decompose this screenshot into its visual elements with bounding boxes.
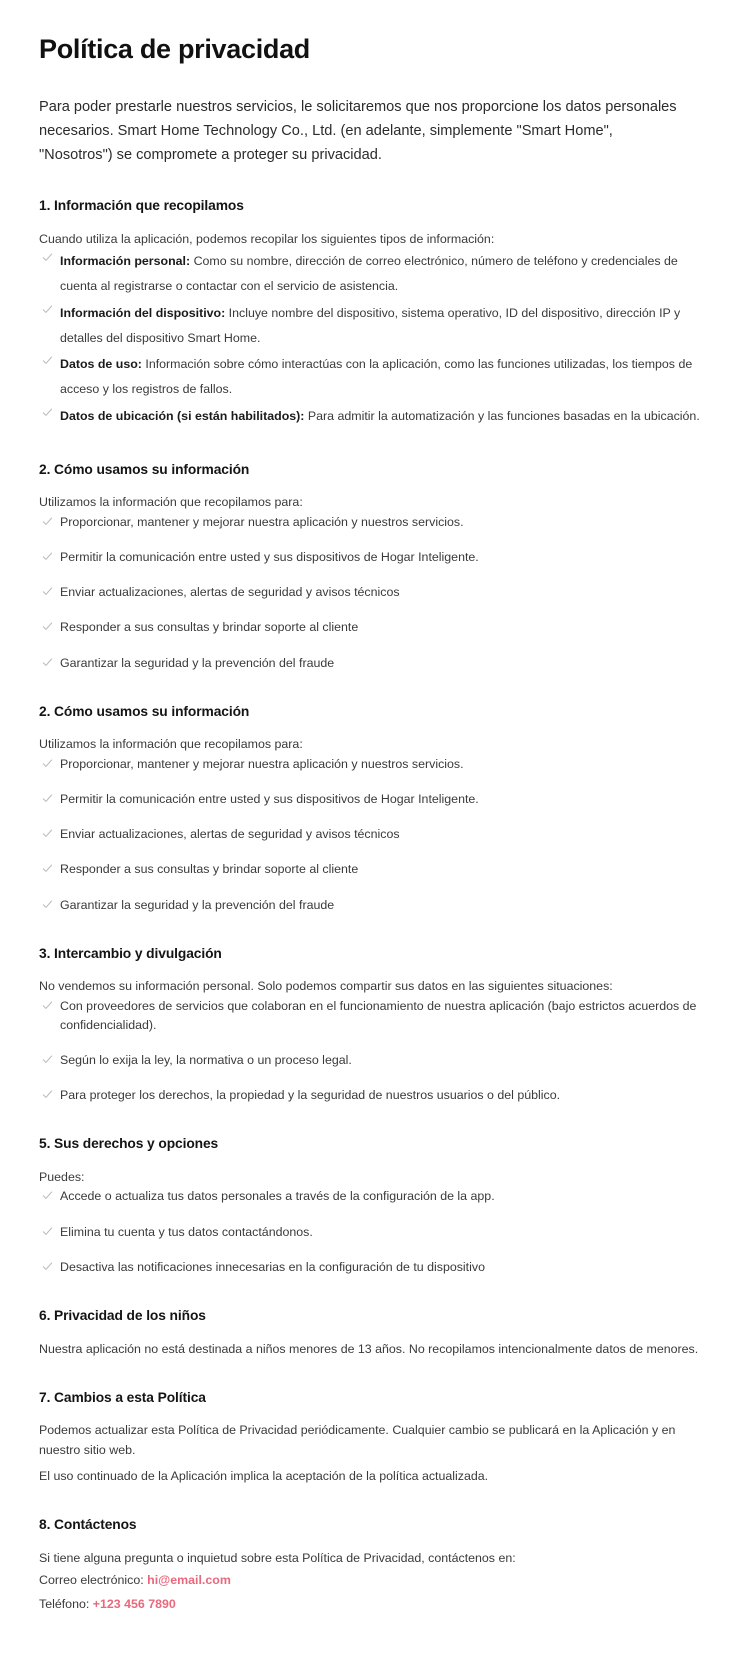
- section-heading: 3. Intercambio y divulgación: [39, 945, 222, 961]
- check-icon: [42, 657, 53, 668]
- contact-body: Si tiene alguna pregunta o inquietud sobre esta Política de Privacidad, contáctenos en:: [39, 1550, 516, 1565]
- contact-email-label: Correo electrónico:: [39, 1572, 144, 1587]
- check-icon: [42, 758, 53, 769]
- section-body: Utilizamos la información que recopilamos para:: [39, 495, 303, 510]
- list-item: [39, 654, 711, 673]
- list-item: [39, 755, 711, 774]
- check-list: [39, 755, 711, 915]
- list-item-text: Permitir la comunicación entre usted y sus dispositivos de Hogar Inteligente.: [60, 791, 479, 806]
- list-item-text: Como su nombre, dirección de correo electrónico, número de teléfono y credenciales de cuenta al registrarse o contactar con el servicio de asistencia.: [60, 254, 678, 293]
- section-body: Puedes:: [39, 1170, 85, 1185]
- check-icon: [42, 252, 53, 263]
- list-item-label: Datos de uso:: [60, 357, 142, 372]
- check-list: [39, 997, 711, 1106]
- section-heading: 7. Cambios a esta Política: [39, 1389, 206, 1405]
- check-icon: [42, 551, 53, 562]
- list-item: [39, 301, 711, 351]
- check-icon: [42, 828, 53, 839]
- policy-section: [39, 431, 711, 673]
- contact-email-link[interactable]: hi@email.com: [147, 1572, 231, 1587]
- check-icon: [42, 1054, 53, 1065]
- list-item: [39, 825, 711, 844]
- check-icon: [42, 793, 53, 804]
- list-item: [39, 618, 711, 637]
- list-item-text: Responder a sus consultas y brindar soporte al cliente: [60, 620, 359, 635]
- list-item: [39, 896, 711, 915]
- check-icon: [42, 407, 53, 418]
- list-item-text: Garantizar la seguridad y la prevención del fraude: [60, 655, 335, 670]
- list-item: [39, 860, 711, 879]
- section-body-continued: El uso continuado de la Aplicación implica la aceptación de la política actualizada.: [39, 1468, 489, 1483]
- list-item-label: Información personal:: [60, 254, 191, 269]
- contact-phone-label: Teléfono:: [39, 1597, 90, 1612]
- list-item-text: Permitir la comunicación entre usted y sus dispositivos de Hogar Inteligente.: [60, 549, 479, 564]
- list-item: [39, 352, 711, 402]
- list-item: [39, 1086, 711, 1105]
- list-item: [39, 513, 711, 532]
- contact-phone-line: [39, 1592, 711, 1616]
- contact-section: [39, 1486, 711, 1616]
- section-heading: 6. Privacidad de los niños: [39, 1307, 206, 1323]
- list-item-text: Accede o actualiza tus datos personales a través de la configuración de la app.: [60, 1189, 495, 1204]
- check-list: [39, 513, 711, 673]
- section-body: Cuando utiliza la aplicación, podemos recopilar los siguientes tipos de información:: [39, 231, 495, 246]
- check-list: [39, 249, 711, 429]
- sections-container: [39, 167, 711, 1486]
- check-icon: [42, 304, 53, 315]
- section-body: Utilizamos la información que recopilamos para:: [39, 737, 303, 752]
- section-heading: 1. Información que recopilamos: [39, 198, 244, 214]
- policy-section: [39, 167, 711, 429]
- check-icon: [42, 586, 53, 597]
- list-item-text: Elimina tu cuenta y tus datos contactándonos.: [60, 1224, 313, 1239]
- check-icon: [42, 899, 53, 910]
- section-heading: 2. Cómo usamos su información: [39, 461, 250, 477]
- list-item: [39, 1051, 711, 1070]
- list-item-text: Desactiva las notificaciones innecesarias en la configuración de tu dispositivo: [60, 1259, 485, 1274]
- list-item-text: Proporcionar, mantener y mejorar nuestra aplicación y nuestros servicios.: [60, 756, 464, 771]
- list-item: [39, 1258, 711, 1277]
- section-body: No vendemos su información personal. Solo podemos compartir sus datos en las siguientes situaciones:: [39, 979, 613, 994]
- list-item-text: Según lo exija la ley, la normativa o un proceso legal.: [60, 1053, 352, 1067]
- check-icon: [42, 621, 53, 632]
- list-item-text: Enviar actualizaciones, alertas de seguridad y avisos técnicos: [60, 585, 400, 600]
- policy-section: [39, 1277, 711, 1359]
- check-icon: [42, 355, 53, 366]
- page-title: Política de privacidad: [39, 34, 310, 64]
- list-item: [39, 1223, 711, 1242]
- list-item-text: Incluye nombre del dispositivo, sistema operativo, ID del dispositivo, dirección IP y detalles del dispositivo Smart Home.: [60, 305, 681, 345]
- check-icon: [42, 1089, 53, 1100]
- policy-section: [39, 673, 711, 915]
- list-item: [39, 249, 711, 299]
- policy-section: [39, 915, 711, 1106]
- check-icon: [42, 1190, 53, 1201]
- list-item-text: Información sobre cómo interactúas con la aplicación, como las funciones utilizadas, los tiempos de acceso y los registros de fallos.: [60, 357, 693, 397]
- list-item: [39, 997, 711, 1035]
- list-item-text: Para proteger los derechos, la propiedad y la seguridad de nuestros usuarios o del público.: [60, 1088, 561, 1103]
- list-item: [39, 404, 711, 429]
- intro-paragraph: Para poder prestarle nuestros servicios, le solicitaremos que nos proporcione los datos personales necesarios. Smart Home Technology Co., Ltd. (en adelante, simplemente "Smart Home", "Nosotros") se compromete a proteger su privacidad.: [39, 99, 677, 163]
- section-body: Nuestra aplicación no está destinada a niños menores de 13 años. No recopilamos intencionalmente datos de menores.: [39, 1341, 699, 1356]
- check-list: [39, 1187, 711, 1277]
- list-item-text: Responder a sus consultas y brindar soporte al cliente: [60, 862, 359, 877]
- policy-section: [39, 1105, 711, 1277]
- contact-email-line: [39, 1568, 711, 1592]
- check-icon: [42, 516, 53, 527]
- contact-heading: 8. Contáctenos: [39, 1517, 137, 1533]
- section-body: Podemos actualizar esta Política de Privacidad periódicamente. Cualquier cambio se publicará en la Aplicación y en nuestro sitio web.: [39, 1423, 676, 1457]
- list-item-label: Datos de ubicación (si están habilitados):: [60, 409, 305, 424]
- contact-phone-link[interactable]: +123 456 7890: [92, 1597, 176, 1612]
- policy-section: [39, 1359, 711, 1486]
- list-item: [39, 548, 711, 567]
- list-item-text: Para admitir la automatización y las funciones basadas en la ubicación.: [304, 409, 700, 424]
- check-icon: [42, 863, 53, 874]
- list-item: [39, 1187, 711, 1206]
- list-item-text: Garantizar la seguridad y la prevención del fraude: [60, 897, 335, 912]
- list-item-text: Enviar actualizaciones, alertas de seguridad y avisos técnicos: [60, 827, 400, 842]
- check-icon: [42, 1226, 53, 1237]
- section-heading: 2. Cómo usamos su información: [39, 703, 250, 719]
- check-icon: [42, 1261, 53, 1272]
- list-item-text: Con proveedores de servicios que colaboran en el funcionamiento de nuestra aplicación (bajo estrictos acuerdos de confidencialidad).: [60, 998, 697, 1032]
- check-icon: [42, 1000, 53, 1011]
- list-item: [39, 790, 711, 809]
- list-item-label: Información del dispositivo:: [60, 305, 226, 320]
- list-item: [39, 583, 711, 602]
- section-heading: 5. Sus derechos y opciones: [39, 1136, 219, 1152]
- list-item-text: Proporcionar, mantener y mejorar nuestra aplicación y nuestros servicios.: [60, 514, 464, 529]
